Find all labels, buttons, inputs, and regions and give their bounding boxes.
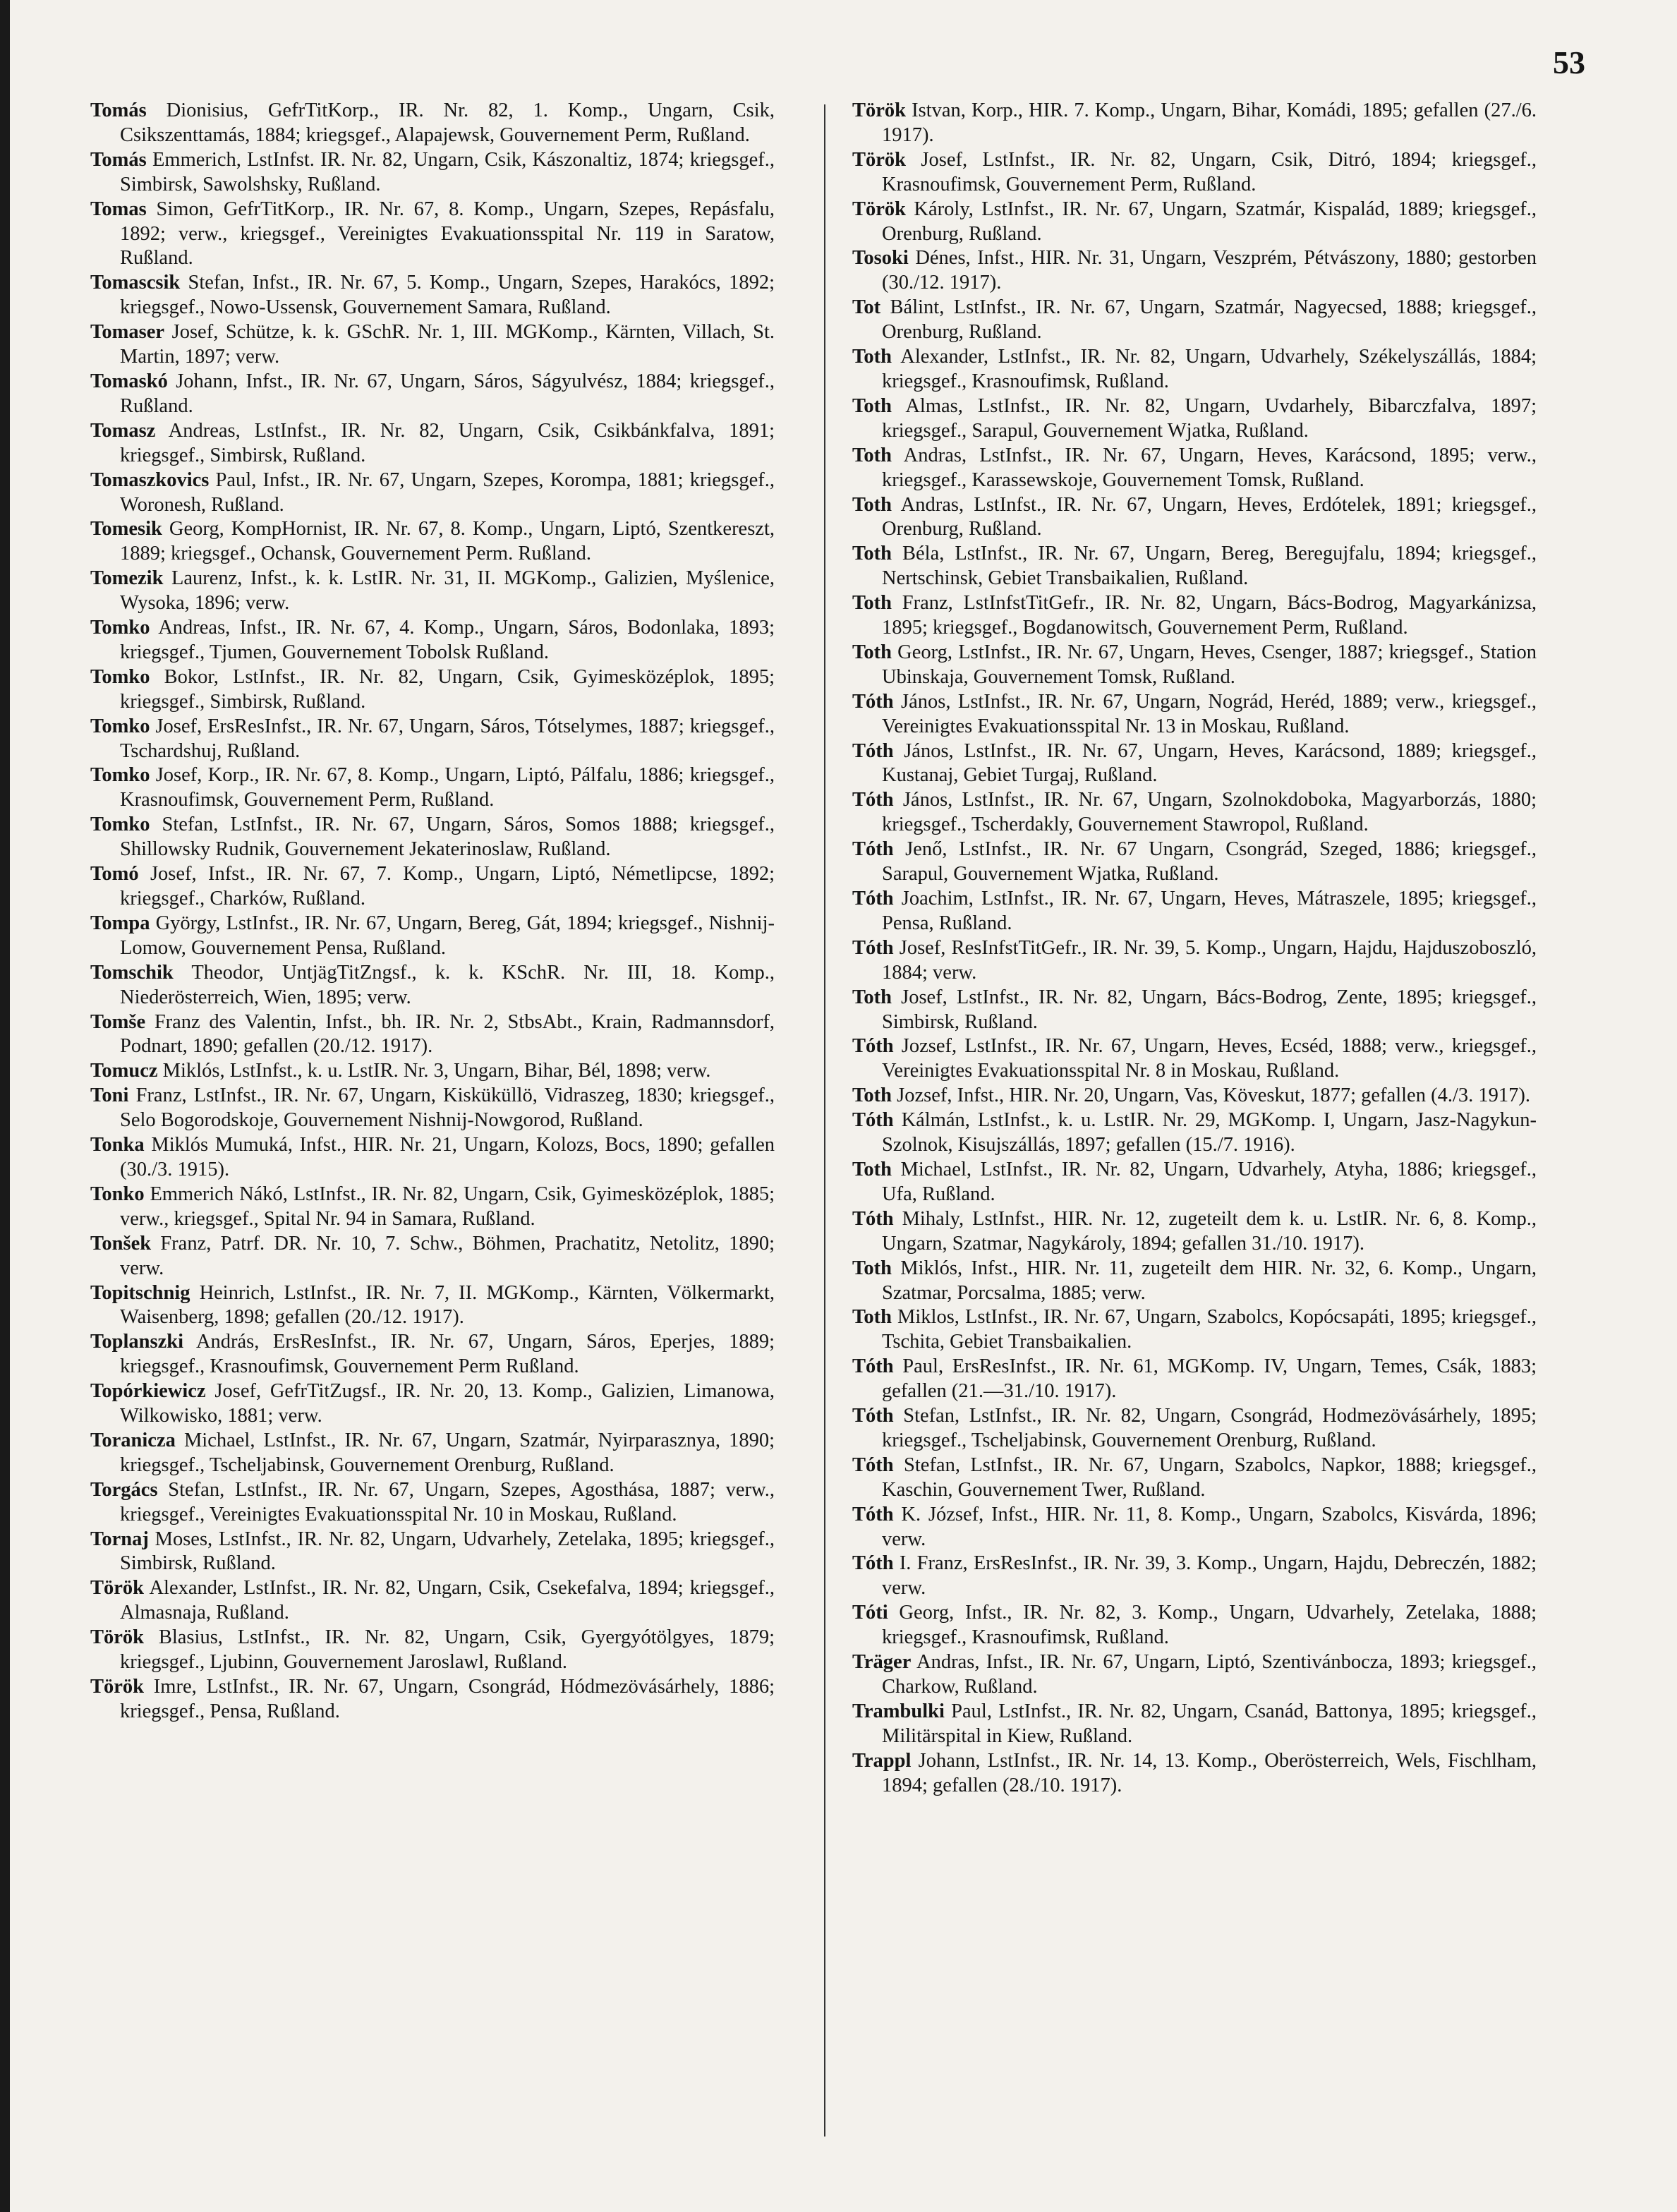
entry-details: Jozsef, Infst., HIR. Nr. 20, Ungarn, Vas, Köveskut, 1877; gefallen (4./3. 1917). bbox=[891, 1084, 1530, 1107]
entry-surname: Tosoki bbox=[852, 247, 909, 270]
entry-surname: Tomše bbox=[90, 1010, 146, 1033]
list-item bbox=[852, 1601, 1537, 1650]
entry-surname: Tomas bbox=[90, 198, 147, 220]
entry-details: Johann, Infst., IR. Nr. 67, Ungarn, Sáros, Ságyulvész, 1884; kriegsgef., Rußland. bbox=[120, 370, 775, 417]
entry-surname: Toth bbox=[852, 346, 892, 368]
list-item bbox=[852, 444, 1537, 493]
entry-details: Andras, Infst., IR. Nr. 67, Ungarn, Liptó, Szentivánbocza, 1893; kriegsgef., Charkow, Rußland. bbox=[882, 1651, 1537, 1698]
entry-surname: Tomko bbox=[90, 814, 150, 836]
entry-surname: Träger bbox=[852, 1651, 912, 1674]
entry-surname: Tóth bbox=[852, 838, 894, 861]
entry-surname: Toth bbox=[852, 592, 892, 615]
entry-details: Laurenz, Infst., k. k. LstIR. Nr. 31, II. MGKomp., Galizien, Myślenice, Wysoka, 1896; verw. bbox=[120, 567, 775, 615]
list-item bbox=[90, 715, 775, 764]
entry-surname: Tonšek bbox=[90, 1232, 152, 1255]
entry-surname: Tomaskó bbox=[90, 370, 168, 392]
entry-surname: Toth bbox=[852, 543, 892, 565]
entry-surname: Toranicza bbox=[90, 1429, 176, 1451]
entry-details: Miklós Mumuká, Infst., HIR. Nr. 21, Ungarn, Kolozs, Bocs, 1890; gefallen (30./3. 1915). bbox=[120, 1134, 775, 1180]
list-item bbox=[90, 1478, 775, 1528]
list-item bbox=[852, 1305, 1537, 1355]
list-item bbox=[852, 1552, 1537, 1601]
entry-details: Kálmán, LstInfst., k. u. LstIR. Nr. 29, MGKomp. I, Ungarn, Jasz-Nagykun-Szolnok, Kisujszállás, 1897; gefallen (15./7. 1916). bbox=[882, 1109, 1537, 1156]
entry-surname: Torgács bbox=[90, 1478, 158, 1501]
list-item bbox=[90, 616, 775, 665]
entry-details: Simon, GefrTitKorp., IR. Nr. 67, 8. Komp., Ungarn, Szepes, Repásfalu, 1892; verw., kriegsgef., Vereinigtes Evakuationsspital Nr. 119 in Saratow, Rußland. bbox=[120, 198, 775, 270]
entry-surname: Tomaser bbox=[90, 321, 165, 344]
entry-surname: Tomaszkovics bbox=[90, 469, 210, 491]
entry-surname: Török bbox=[852, 198, 907, 220]
list-item bbox=[90, 567, 775, 616]
entry-surname: Tóth bbox=[852, 1035, 894, 1058]
entry-surname: Tomko bbox=[90, 617, 150, 639]
entry-details: Paul, Infst., IR. Nr. 67, Ungarn, Szepes, Korompa, 1881; kriegsgef., Woronesh, Rußland. bbox=[120, 469, 775, 516]
list-item bbox=[852, 1700, 1537, 1749]
list-item bbox=[90, 1626, 775, 1675]
entry-details: András, ErsResInfst., IR. Nr. 67, Ungarn, Sáros, Eperjes, 1889; kriegsgef., Krasnoufimsk, Gouvernement Perm Rußland. bbox=[120, 1331, 775, 1378]
entry-details: Michael, LstInfst., IR. Nr. 67, Ungarn, Szatmár, Nyirparasznya, 1890; kriegsgef., Tscheljabinsk, Gouvernement Orenburg, Rußland. bbox=[120, 1429, 775, 1476]
entry-surname: Tonka bbox=[90, 1134, 145, 1156]
list-item bbox=[90, 198, 775, 272]
entry-surname: Tornaj bbox=[90, 1528, 149, 1550]
entry-surname: Toni bbox=[90, 1084, 129, 1107]
entry-details: Andras, LstInfst., IR. Nr. 67, Ungarn, Heves, Karácsond, 1895; verw., kriegsgef., Karassewskoje, Gouvernement Tomsk, Rußland. bbox=[882, 444, 1537, 491]
entry-details: Stefan, LstInfst., IR. Nr. 67, Ungarn, Szepes, Agosthása, 1887; verw., kriegsgef., Vereinigtes Evakuationsspital Nr. 10 in Moskau, Rußland. bbox=[120, 1478, 775, 1525]
entry-details: Almas, LstInfst., IR. Nr. 82, Ungarn, Uvdarhely, Bibarczfalva, 1897; kriegsgef., Sarapul, Gouvernement Wjatka, Rußland. bbox=[882, 394, 1537, 442]
entry-surname: Tompa bbox=[90, 912, 150, 934]
entry-details: Josef, Schütze, k. k. GSchR. Nr. 1, III. MGKomp., Kärnten, Villach, St. Martin, 1897; verw. bbox=[120, 321, 775, 368]
entry-details: Franz, LstInfst., IR. Nr. 67, Ungarn, Kisküküllö, Vidraszeg, 1830; kriegsgef., Selo Bogorodskoje, Gouvernement Nishnij-Nowgorod, Rußland. bbox=[120, 1084, 775, 1132]
entry-surname: Tóth bbox=[852, 936, 894, 959]
entry-details: Béla, LstInfst., IR. Nr. 67, Ungarn, Bereg, Beregujfalu, 1894; kriegsgef., Nertschinsk, Gebiet Transbaikalien, Rußland. bbox=[882, 543, 1537, 590]
list-item bbox=[90, 763, 775, 813]
list-item bbox=[852, 936, 1537, 986]
entry-surname: Tóti bbox=[852, 1602, 888, 1624]
entry-details: K. József, Infst., HIR. Nr. 11, 8. Komp., Ungarn, Szabolcs, Kisvárda, 1896; verw. bbox=[882, 1503, 1537, 1550]
entry-details: Moses, LstInfst., IR. Nr. 82, Ungarn, Udvarhely, Zetelaka, 1895; kriegsgef., Simbirsk, Rußland. bbox=[120, 1528, 775, 1575]
entry-details: Andras, LstInfst., IR. Nr. 67, Ungarn, Heves, Erdótelek, 1891; kriegsgef., Orenburg, Rußland. bbox=[882, 493, 1537, 540]
entry-details: Georg, LstInfst., IR. Nr. 67, Ungarn, Heves, Csenger, 1887; kriegsgef., Station Ubinskaja, Gouvernement Tomsk, Rußland. bbox=[882, 641, 1537, 688]
list-item bbox=[852, 1355, 1537, 1404]
list-item bbox=[852, 296, 1537, 345]
entry-details: Imre, LstInfst., IR. Nr. 67, Ungarn, Csongrád, Hódmezövásárhely, 1886; kriegsgef., Pensa, Rußland. bbox=[120, 1676, 775, 1722]
right-column bbox=[852, 99, 1537, 1799]
entry-details: János, LstInfst., IR. Nr. 67, Ungarn, Heves, Karácsond, 1889; kriegsgef., Kustanaj, Gebiet Turgaj, Rußland. bbox=[882, 739, 1537, 787]
entry-details: Josef, LstInfst., IR. Nr. 82, Ungarn, Csik, Ditró, 1894; kriegsgef., Krasnoufimsk, Gouvernement Perm, Rußland. bbox=[882, 148, 1537, 195]
entry-details: Emmerich Nákó, LstInfst., IR. Nr. 82, Ungarn, Csik, Gyimesközéplok, 1885; verw., kriegsgef., Spital Nr. 94 in Samara, Rußland. bbox=[120, 1183, 775, 1230]
column-divider bbox=[824, 104, 825, 2137]
list-item bbox=[852, 788, 1537, 838]
list-item bbox=[90, 99, 775, 148]
entry-surname: Tóth bbox=[852, 789, 894, 811]
list-item bbox=[90, 1429, 775, 1478]
entry-details: Josef, GefrTitZugsf., IR. Nr. 20, 13. Komp., Galizien, Limanowa, Wilkowisko, 1881; verw. bbox=[120, 1380, 775, 1427]
list-item bbox=[852, 198, 1537, 247]
list-item bbox=[90, 1133, 775, 1183]
list-item bbox=[852, 1650, 1537, 1700]
entry-details: I. Franz, ErsResInfst., IR. Nr. 39, 3. Komp., Ungarn, Hajdu, Debreczén, 1882; verw. bbox=[882, 1552, 1537, 1600]
list-item bbox=[90, 1576, 775, 1626]
entry-details: János, LstInfst., IR. Nr. 67, Ungarn, Nográd, Heréd, 1889; verw., kriegsgef., Vereinigtes Evakuationsspital Nr. 13 in Moskau, Rußland. bbox=[882, 690, 1537, 737]
entry-details: Josef, Korp., IR. Nr. 67, 8. Komp., Ungarn, Liptó, Pálfalu, 1886; kriegsgef., Krasnoufimsk, Gouvernement Perm, Rußland. bbox=[120, 764, 775, 811]
list-item bbox=[90, 1281, 775, 1331]
left-column bbox=[90, 99, 775, 1724]
entry-surname: Toth bbox=[852, 1158, 892, 1180]
entry-surname: Toth bbox=[852, 493, 892, 516]
entry-details: Mihaly, LstInfst., HIR. Nr. 12, zugeteilt dem k. u. LstIR. Nr. 6, 8. Komp., Ungarn, Szatmar, Nagykároly, 1894; gefallen 31./10. 1917). bbox=[882, 1207, 1537, 1255]
entry-surname: Toth bbox=[852, 1257, 892, 1279]
entry-details: Georg, Infst., IR. Nr. 82, 3. Komp., Ungarn, Udvarhely, Zetelaka, 1888; kriegsgef., Krasnoufimsk, Rußland. bbox=[882, 1602, 1537, 1649]
list-item bbox=[90, 148, 775, 198]
entry-surname: Trambulki bbox=[852, 1700, 945, 1722]
list-item bbox=[852, 394, 1537, 444]
list-item bbox=[90, 469, 775, 518]
entry-details: Miklos, LstInfst., IR. Nr. 67, Ungarn, Szabolcs, Kopócsapáti, 1895; kriegsgef., Tschita, Gebiet Transbaikalien. bbox=[882, 1306, 1537, 1353]
entry-surname: Tomascsik bbox=[90, 272, 181, 294]
entry-surname: Tóth bbox=[852, 690, 894, 713]
entry-details: Bokor, LstInfst., IR. Nr. 82, Ungarn, Csik, Gyimesközéplok, 1895; kriegsgef., Simbirsk, Rußland. bbox=[120, 665, 775, 713]
list-item bbox=[852, 542, 1537, 591]
entry-details: Paul, LstInfst., IR. Nr. 82, Ungarn, Csanád, Battonya, 1895; kriegsgef., Militärspital in Kiew, Rußland. bbox=[882, 1700, 1537, 1747]
entry-details: Blasius, LstInfst., IR. Nr. 82, Ungarn, Csik, Gyergyótölgyes, 1879; kriegsgef., Ljubinn, Gouvernement Jaroslawl, Rußland. bbox=[120, 1626, 775, 1674]
entry-surname: Tóth bbox=[852, 1503, 894, 1525]
list-item bbox=[852, 641, 1537, 690]
entry-details: Jozsef, LstInfst., IR. Nr. 67, Ungarn, Heves, Ecséd, 1888; verw., kriegsgef., Vereinigtes Evakuationsspital Nr. 8 in Moskau, Rußland. bbox=[882, 1035, 1537, 1082]
entry-details: Istvan, Korp., HIR. 7. Komp., Ungarn, Bihar, Komádi, 1895; gefallen (27./6. 1917). bbox=[882, 99, 1537, 146]
entry-surname: Tot bbox=[852, 296, 881, 319]
list-item bbox=[90, 517, 775, 567]
entry-details: Franz, Patrf. DR. Nr. 10, 7. Schw., Böhmen, Prachatitz, Netolitz, 1890; verw. bbox=[120, 1232, 775, 1279]
entry-details: Joachim, LstInfst., IR. Nr. 67, Ungarn, Heves, Mátraszele, 1895; kriegsgef., Pensa, Rußland. bbox=[882, 888, 1537, 934]
entry-surname: Toth bbox=[852, 1306, 892, 1329]
entry-surname: Tóth bbox=[852, 1453, 894, 1476]
list-item bbox=[90, 813, 775, 862]
entry-surname: Török bbox=[90, 1676, 145, 1698]
entry-surname: Trappl bbox=[852, 1749, 912, 1772]
entry-details: Bálint, LstInfst., IR. Nr. 67, Ungarn, Szatmár, Nagyecsed, 1888; kriegsgef., Orenburg, Rußland. bbox=[880, 296, 1537, 344]
list-item bbox=[90, 1084, 775, 1133]
list-item bbox=[90, 1010, 775, 1060]
list-item bbox=[852, 1108, 1537, 1158]
entry-details: Josef, ResInfstTitGefr., IR. Nr. 39, 5. Komp., Ungarn, Hajdu, Hajduszoboszló, 1884; verw. bbox=[882, 936, 1537, 984]
page-binding-edge bbox=[0, 0, 10, 2212]
entry-surname: Topitschnig bbox=[90, 1281, 190, 1304]
entry-surname: Tomko bbox=[90, 665, 150, 688]
entry-surname: Török bbox=[90, 1626, 145, 1649]
entry-surname: Tonko bbox=[90, 1183, 145, 1205]
list-item bbox=[852, 345, 1537, 394]
list-item bbox=[852, 838, 1537, 887]
list-item bbox=[852, 1207, 1537, 1257]
list-item bbox=[852, 99, 1537, 148]
entry-surname: Tomucz bbox=[90, 1060, 158, 1082]
entry-details: Miklós, LstInfst., k. u. LstIR. Nr. 3, Ungarn, Bihar, Bél, 1898; verw. bbox=[157, 1060, 711, 1082]
list-item bbox=[852, 591, 1537, 641]
list-item bbox=[852, 1503, 1537, 1552]
list-item bbox=[852, 246, 1537, 296]
list-item bbox=[852, 690, 1537, 739]
list-item bbox=[90, 665, 775, 715]
entry-details: Michael, LstInfst., IR. Nr. 82, Ungarn, Udvarhely, Atyha, 1886; kriegsgef., Ufa, Rußland. bbox=[882, 1158, 1537, 1205]
entry-details: Stefan, Infst., IR. Nr. 67, 5. Komp., Ungarn, Szepes, Harakócs, 1892; kriegsgef., Nowo-Ussensk, Gouvernement Samara, Rußland. bbox=[120, 272, 775, 319]
entry-surname: Tomko bbox=[90, 715, 150, 737]
list-item bbox=[90, 1379, 775, 1429]
entry-surname: Toth bbox=[852, 641, 892, 663]
entry-details: Andreas, Infst., IR. Nr. 67, 4. Komp., Ungarn, Sáros, Bodonlaka, 1893; kriegsgef., Tjumen, Gouvernement Tobolsk Rußland. bbox=[120, 617, 775, 663]
entry-surname: Tomezik bbox=[90, 567, 164, 590]
entry-surname: Tomesik bbox=[90, 518, 162, 540]
entry-surname: Tóth bbox=[852, 1207, 894, 1230]
list-item bbox=[90, 1183, 775, 1232]
list-item bbox=[90, 271, 775, 320]
entry-surname: Tóth bbox=[852, 1355, 894, 1378]
list-item bbox=[90, 1528, 775, 1577]
entry-details: Franz, LstInfstTitGefr., IR. Nr. 82, Ungarn, Bács-Bodrog, Magyarkánizsa, 1895; kriegsgef., Bogdanowitsch, Gouvernement Perm, Rußland. bbox=[882, 592, 1537, 639]
list-item bbox=[90, 1232, 775, 1281]
entry-surname: Tomás bbox=[90, 99, 147, 121]
entry-surname: Török bbox=[852, 148, 907, 171]
entry-surname: Tóth bbox=[852, 1405, 894, 1427]
entry-surname: Tomko bbox=[90, 764, 150, 787]
list-item bbox=[90, 862, 775, 912]
entry-surname: Tomás bbox=[90, 148, 147, 171]
list-item bbox=[852, 1034, 1537, 1084]
list-item bbox=[852, 1158, 1537, 1207]
entry-details: Georg, KompHornist, IR. Nr. 67, 8. Komp., Ungarn, Liptó, Szentkereszt, 1889; kriegsgef., Ochansk, Gouvernement Perm. Rußland. bbox=[120, 518, 775, 565]
list-item bbox=[90, 1675, 775, 1724]
list-item bbox=[90, 1330, 775, 1379]
entry-surname: Tóth bbox=[852, 1109, 894, 1132]
entry-details: Alexander, LstInfst., IR. Nr. 82, Ungarn, Csik, Csekefalva, 1894; kriegsgef., Almasnaja, Rußland. bbox=[120, 1577, 775, 1624]
list-item bbox=[852, 887, 1537, 936]
entry-details: Stefan, LstInfst., IR. Nr. 67, Ungarn, Sáros, Somos 1888; kriegsgef., Shillowsky Rudnik, Gouvernement Jekaterinoslaw, Rußland. bbox=[120, 814, 775, 861]
entry-surname: Toth bbox=[852, 444, 892, 466]
list-item bbox=[852, 1084, 1537, 1108]
entry-details: Dénes, Infst., HIR. Nr. 31, Ungarn, Veszprém, Pétvászony, 1880; gestorben (30./12. 1917). bbox=[882, 247, 1537, 294]
entry-details: Josef, Infst., IR. Nr. 67, 7. Komp., Ungarn, Liptó, Németlipcse, 1892; kriegsgef., Charków, Rußland. bbox=[120, 863, 775, 909]
entry-details: Károly, LstInfst., IR. Nr. 67, Ungarn, Szatmár, Kispalád, 1889; kriegsgef., Orenburg, Rußland. bbox=[882, 198, 1537, 245]
entry-details: György, LstInfst., IR. Nr. 67, Ungarn, Bereg, Gát, 1894; kriegsgef., Nishnij-Lomow, Gouvernement Pensa, Rußland. bbox=[120, 912, 775, 959]
list-item bbox=[90, 1059, 775, 1084]
entry-surname: Topórkiewicz bbox=[90, 1380, 206, 1403]
list-item bbox=[90, 912, 775, 961]
list-item bbox=[90, 320, 775, 370]
entry-surname: Török bbox=[852, 99, 907, 121]
entry-details: Josef, ErsResInfst., IR. Nr. 67, Ungarn, Sáros, Tótselymes, 1887; kriegsgef., Tschardshuj, Rußland. bbox=[120, 715, 775, 762]
entry-details: Stefan, LstInfst., IR. Nr. 67, Ungarn, Szabolcs, Napkor, 1888; kriegsgef., Kaschin, Gouvernement Twer, Rußland. bbox=[882, 1453, 1537, 1501]
entry-details: Theodor, UntjägTitZngsf., k. k. KSchR. Nr. III, 18. Komp., Niederösterreich, Wien, 1895; verw. bbox=[120, 961, 775, 1008]
entry-surname: Toth bbox=[852, 1084, 892, 1107]
page-number: 53 bbox=[1553, 44, 1585, 80]
entry-surname: Tomasz bbox=[90, 419, 156, 442]
list-item bbox=[90, 419, 775, 469]
entry-details: Heinrich, LstInfst., IR. Nr. 7, II. MGKomp., Kärnten, Völkermarkt, Waisenberg, 1898; gefallen (20./12. 1917). bbox=[120, 1281, 775, 1329]
list-item bbox=[852, 1749, 1537, 1799]
entry-details: Johann, LstInfst., IR. Nr. 14, 13. Komp., Oberösterreich, Wels, Fischlham, 1894; gefallen (28./10. 1917). bbox=[882, 1749, 1537, 1796]
list-item bbox=[852, 1257, 1537, 1306]
entry-details: Jenő, LstInfst., IR. Nr. 67 Ungarn, Csongrád, Szeged, 1886; kriegsgef., Sarapul, Gouvernement Wjatka, Rußland. bbox=[882, 838, 1537, 886]
entry-surname: Toth bbox=[852, 986, 892, 1008]
entry-surname: Tóth bbox=[852, 1552, 894, 1575]
entry-details: Paul, ErsResInfst., IR. Nr. 61, MGKomp. IV, Ungarn, Temes, Csák, 1883; gefallen (21.—31./10. 1917). bbox=[882, 1355, 1537, 1403]
entry-details: Miklós, Infst., HIR. Nr. 11, zugeteilt dem HIR. Nr. 32, 6. Komp., Ungarn, Szatmar, Porcsalma, 1885; verw. bbox=[882, 1257, 1537, 1304]
entry-surname: Tomschik bbox=[90, 961, 174, 984]
entry-details: János, LstInfst., IR. Nr. 67, Ungarn, Szolnokdoboka, Magyarborzás, 1880; kriegsgef., Tscherdakly, Gouvernement Stawropol, Rußland. bbox=[882, 789, 1537, 836]
entry-surname: Toth bbox=[852, 394, 892, 417]
list-item bbox=[90, 370, 775, 419]
entry-details: Andreas, LstInfst., IR. Nr. 82, Ungarn, Csik, Csikbánkfalva, 1891; kriegsgef., Simbirsk, Rußland. bbox=[120, 419, 775, 466]
list-item bbox=[852, 493, 1537, 543]
entry-details: Dionisius, GefrTitKorp., IR. Nr. 82, 1. Komp., Ungarn, Csik, Csikszenttamás, 1884; kriegsgef., Alapajewsk, Gouvernement Perm, Rußland. bbox=[120, 99, 775, 146]
entry-details: Emmerich, LstInfst. IR. Nr. 82, Ungarn, Csik, Kászonaltiz, 1874; kriegsgef., Simbirsk, Sawolshsky, Rußland. bbox=[120, 148, 775, 195]
list-item bbox=[90, 961, 775, 1010]
entry-details: Stefan, LstInfst., IR. Nr. 82, Ungarn, Csongrád, Hodmezövásárhely, 1895; kriegsgef., Tscheljabinsk, Gouvernement Orenburg, Rußland. bbox=[882, 1405, 1537, 1451]
entry-surname: Tóth bbox=[852, 888, 894, 909]
entry-details: Alexander, LstInfst., IR. Nr. 82, Ungarn, Udvarhely, Székelyszállás, 1884; kriegsgef., Krasnoufimsk, Rußland. bbox=[882, 346, 1537, 392]
entry-surname: Tóth bbox=[852, 739, 894, 762]
list-item bbox=[852, 739, 1537, 789]
entry-surname: Török bbox=[90, 1577, 145, 1600]
entry-surname: Tomó bbox=[90, 863, 139, 886]
list-item bbox=[852, 1404, 1537, 1453]
entry-surname: Toplanszki bbox=[90, 1331, 184, 1353]
entry-details: Josef, LstInfst., IR. Nr. 82, Ungarn, Bács-Bodrog, Zente, 1895; kriegsgef., Simbirsk, Rußland. bbox=[882, 986, 1537, 1033]
list-item bbox=[852, 148, 1537, 198]
list-item bbox=[852, 1453, 1537, 1503]
entry-details: Franz des Valentin, Infst., bh. IR. Nr. 2, StbsAbt., Krain, Radmannsdorf, Podnart, 1890; gefallen (20./12. 1917). bbox=[120, 1010, 775, 1058]
list-item bbox=[852, 986, 1537, 1035]
